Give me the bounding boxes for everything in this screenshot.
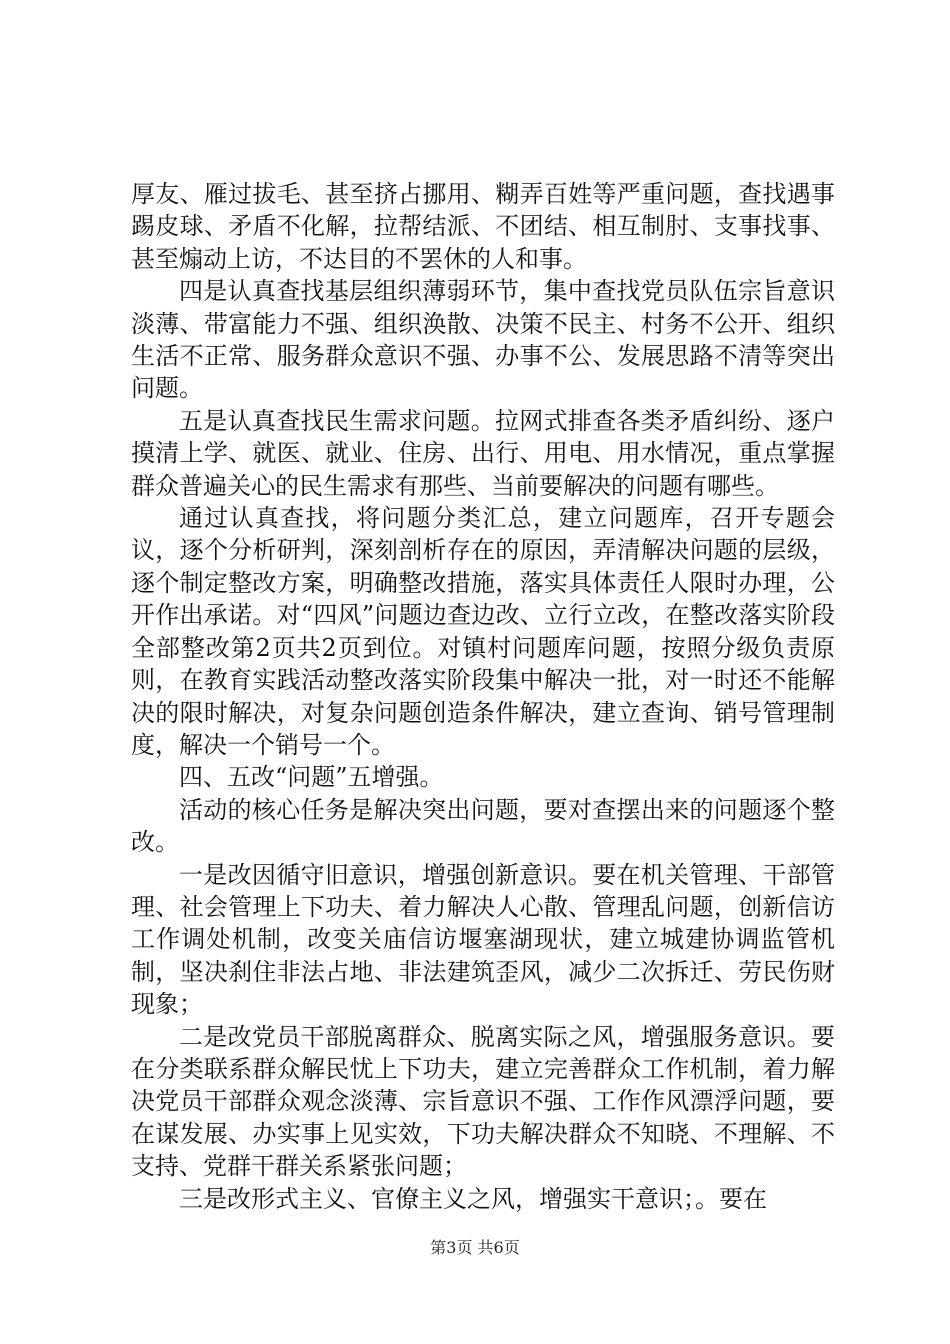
paragraph: 通过认真查找，将问题分类汇总，建立问题库，召开专题会议，逐个分析研判，深刻剖析存在的原因，弄清解决问题的层级，逐个制定整改方案，明确整改措施，落实具体责任人限时办理，公开作出承诺。对“四风”问题边查边改、立行立改，在整改落实阶段全部整改第2页共2页到位。对镇村问题库问题，按照分级负责原则，在教育实践活动整改落实阶段集中解决一批，对一时还不能解决的限时解决，对复杂问题创造条件解决，建立查询、销号管理制度，解决一个销号一个。 xyxy=(131,504,835,759)
paragraph: 三是改形式主义、官僚主义之风，增强实干意识；。要在 xyxy=(179,1184,767,1213)
paragraph: 厚友、雁过拔毛、甚至挤占挪用、糊弄百姓等严重问题，查找遇事踢皮球、矛盾不化解，拉帮结派、不团结、相互制肘、支事找事、甚至煽动上访，不达目的不罢休的人和事。 xyxy=(131,180,835,273)
paragraph: 四是认真查找基层组织薄弱环节，集中查找党员队伍宗旨意识淡薄、带富能力不强、组织涣散、决策不民主、村务不公开、组织生活不正常、服务群众意识不强、办事不公、发展思路不清等突出问题。 xyxy=(131,277,835,403)
paragraph: 四、五改“问题”五增强。 xyxy=(179,763,444,792)
paragraph: 一是改因循守旧意识，增强创新意识。要在机关管理、干部管理、社会管理上下功夫、着力解决人心散、管理乱问题，创新信访工作调处机制，改变关庙信访堰塞湖现状，建立城建协调监管机制，坚决刹住非法占地、非法建筑歪风，减少二次拆迁、劳民伤财现象； xyxy=(131,860,835,1019)
document-body xyxy=(131,178,835,1215)
paragraph: 二是改党员干部脱离群众、脱离实际之风，增强服务意识。要在分类联系群众解民忧上下功夫，建立完善群众工作机制，着力解决党员干部群众观念淡薄、宗旨意识不强、工作作风漂浮问题，要在谋发展、办实事上见实效，下功夫解决群众不知晓、不理解、不支持、党群干群关系紧张问题； xyxy=(131,1022,835,1181)
page-footer: 第3页 共6页 xyxy=(430,1238,520,1257)
paragraph: 五是认真查找民生需求问题。拉网式排查各类矛盾纠纷、逐户摸清上学、就医、就业、住房、出行、用电、用水情况，重点掌握群众普遍关心的民生需求有那些、当前要解决的问题有哪些。 xyxy=(131,406,835,500)
paragraph: 活动的核心任务是解决突出问题，要对查摆出来的问题逐个整改。 xyxy=(131,795,835,857)
